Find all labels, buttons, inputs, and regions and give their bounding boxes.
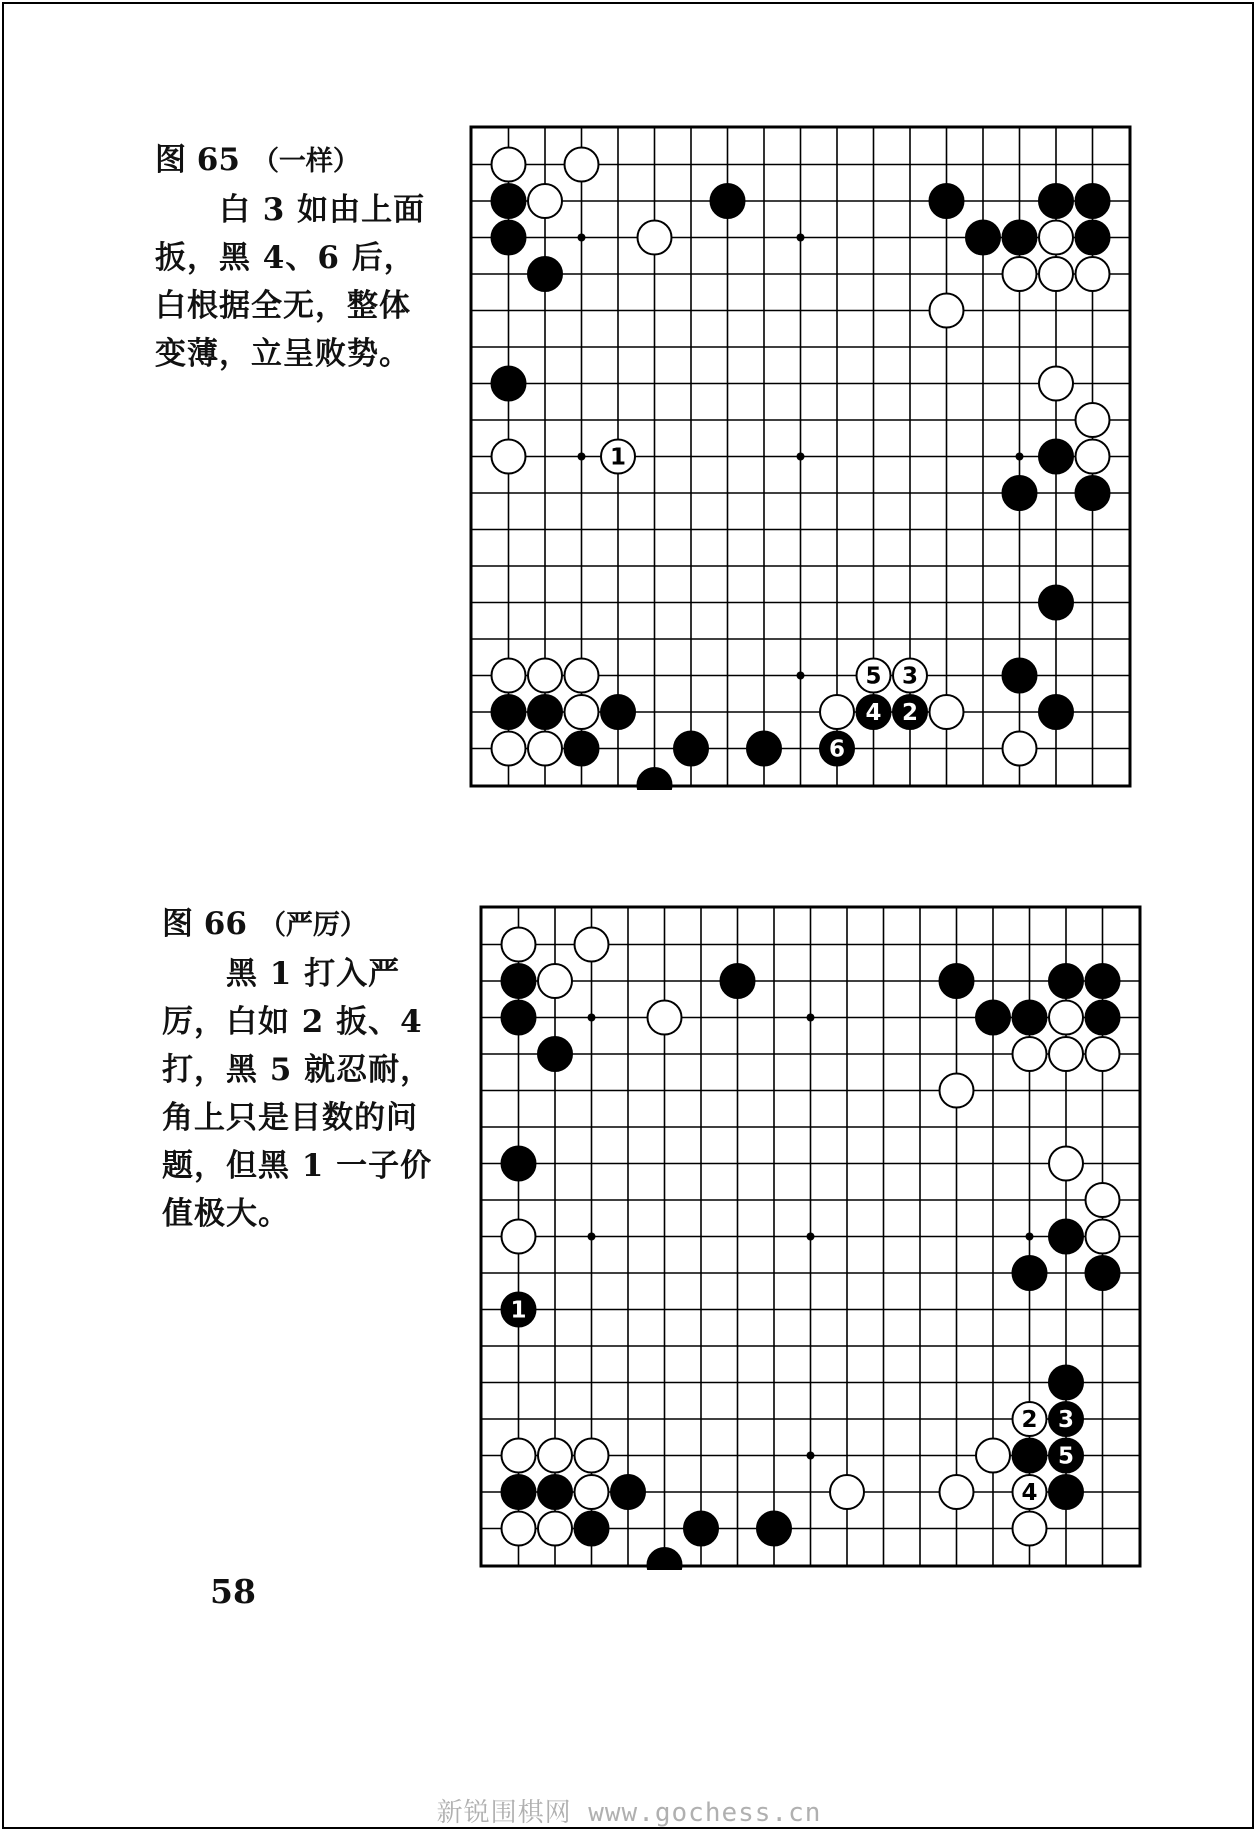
black-stone [611,1475,645,1509]
white-stone [1086,1183,1120,1217]
star-point [807,1452,815,1460]
star-point [797,234,805,242]
white-stone [492,659,526,693]
white-stone [502,1220,536,1254]
black-stone [684,1512,718,1546]
black-stone [1086,1001,1120,1035]
white-stone [565,148,599,182]
page-number: 58 [210,1572,256,1611]
white-stone [538,964,572,998]
white-stone [502,1439,536,1473]
white-stone [575,1475,609,1509]
white-stone [565,695,599,729]
move-number: 5 [1057,1443,1075,1470]
white-stone [492,732,526,766]
black-stone [492,367,526,401]
black-stone [711,184,745,218]
white-stone [528,732,562,766]
white-stone [1076,403,1110,437]
white-stone [1049,1037,1083,1071]
white-stone [575,928,609,962]
white-stone [528,184,562,218]
move-number: 4 [865,700,882,726]
watermark: 新锐围棋网 www.gochess.cn [436,1798,822,1828]
black-stone [1003,659,1037,693]
black-stone [1003,221,1037,255]
black-stone [538,1037,572,1071]
white-stone [1039,221,1073,255]
diagram-65-subtitle: （一样） [251,146,360,177]
move-number: 2 [901,700,919,726]
move-number: 4 [1021,1480,1038,1506]
white-stone [820,695,854,729]
black-stone [1039,184,1073,218]
black-stone [1039,586,1073,620]
white-stone [492,440,526,474]
black-stone [1013,1439,1047,1473]
black-stone [747,732,781,766]
white-stone [976,1439,1010,1473]
diagram-66-subtitle: （严厉） [258,910,367,941]
black-stone [492,184,526,218]
black-stone [1013,1001,1047,1035]
white-stone [1039,257,1073,291]
move-number: 6 [828,736,846,763]
white-stone [1003,732,1037,766]
white-stone [575,1439,609,1473]
white-stone [638,221,672,255]
move-number: 2 [1021,1407,1038,1433]
black-stone [502,1147,536,1181]
black-stone [575,1512,609,1546]
black-stone [528,257,562,291]
star-point [807,1014,815,1022]
diagram-65-title-line [155,136,440,186]
move-number: 5 [865,663,882,690]
diagram-66-text: 黑 1 打入严厉，白如 2 扳、4 打，黑 5 就忍耐，角上只是目数的问题，但黑 1 一子价值极大。 [162,956,433,1232]
black-stone [1076,184,1110,218]
white-stone [565,659,599,693]
white-stone [1003,257,1037,291]
diagram-66-title: 图 66 [162,906,247,942]
white-stone [492,148,526,182]
white-stone [538,1439,572,1473]
black-stone [502,1001,536,1035]
star-point [578,453,586,461]
black-stone [721,964,755,998]
star-point [807,1233,815,1241]
diagram-65-caption [155,136,440,378]
black-stone [502,964,536,998]
white-stone [1013,1512,1047,1546]
black-stone [930,184,964,218]
go-board-66 [472,898,1142,1570]
diagram-66-title-line [162,900,452,950]
white-stone [830,1475,864,1509]
black-stone [1003,476,1037,510]
white-stone [538,1512,572,1546]
move-number: 3 [1057,1407,1075,1433]
white-stone [502,1512,536,1546]
black-stone [1076,221,1110,255]
black-stone [492,221,526,255]
black-stone [538,1475,572,1509]
star-point [797,672,805,680]
black-stone [1049,964,1083,998]
go-board-65 [462,118,1132,790]
star-point [1016,453,1024,461]
diagram-66-caption [162,900,452,1238]
white-stone [1049,1147,1083,1181]
black-stone [1013,1256,1047,1290]
diagram-65-text: 白 3 如由上面扳，黑 4、6 后，白根据全无，整体变薄，立呈败势。 [155,192,426,372]
star-point [588,1014,596,1022]
white-stone [528,659,562,693]
diagram-65-title: 图 65 [155,142,240,178]
black-stone [528,695,562,729]
black-stone [1086,964,1120,998]
white-stone [1049,1001,1083,1035]
white-stone [648,1001,682,1035]
black-stone [1076,476,1110,510]
black-stone [1049,1475,1083,1509]
black-stone [757,1512,791,1546]
white-stone [1076,440,1110,474]
black-stone [1086,1256,1120,1290]
star-point [588,1233,596,1241]
white-stone [940,1475,974,1509]
black-stone [1039,440,1073,474]
white-stone [1076,257,1110,291]
white-stone [1039,367,1073,401]
white-stone [940,1074,974,1108]
move-number: 1 [510,1297,527,1324]
star-point [578,234,586,242]
black-stone [1049,1366,1083,1400]
black-stone [565,732,599,766]
move-number: 3 [901,663,919,690]
black-stone [1049,1220,1083,1254]
white-stone [930,294,964,328]
black-stone [1039,695,1073,729]
white-stone [1086,1220,1120,1254]
black-stone [502,1475,536,1509]
white-stone [930,695,964,729]
star-point [797,453,805,461]
white-stone [1013,1037,1047,1071]
white-stone [1086,1037,1120,1071]
black-stone [966,221,1000,255]
black-stone [601,695,635,729]
white-stone [502,928,536,962]
star-point [1026,1233,1034,1241]
black-stone [674,732,708,766]
black-stone [976,1001,1010,1035]
black-stone [492,695,526,729]
move-number: 1 [609,444,627,471]
black-stone [940,964,974,998]
